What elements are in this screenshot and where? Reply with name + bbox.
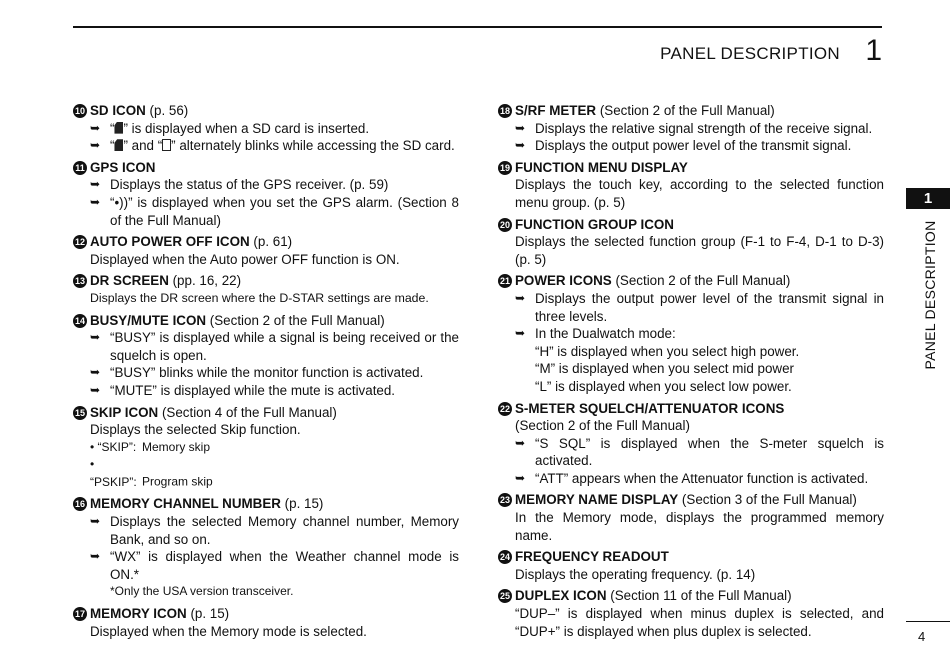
section-auto-power-off: 12 AUTO POWER OFF ICON (p. 61) Displayed when the Auto power OFF function is ON. bbox=[73, 233, 459, 268]
section-body: Displays the DR screen where the D-STAR settings are made. bbox=[90, 290, 429, 305]
bullet: ➥ “ ” is displayed when a SD card is inserted. bbox=[90, 120, 370, 136]
section-title: DR SCREEN bbox=[90, 273, 169, 289]
section-duplex-icon: 25 DUPLEX ICON (Section 11 of the Full Manual) “DUP–” is displayed when minus duplex is selected, and “DUP+” is displayed when plus duplex is selected. bbox=[499, 588, 884, 639]
right-column bbox=[498, 102, 884, 644]
chapter-tab: 1 bbox=[906, 188, 950, 209]
section-memory-name-display: 23 MEMORY NAME DISPLAY (Section 3 of the Full Manual) In the Memory mode, displays the programmed memory name. bbox=[499, 492, 884, 543]
left-column bbox=[73, 102, 459, 644]
dot-item: • “PSKIP”: Program skip bbox=[90, 457, 213, 489]
bullet: ➥ Displays the output power level of the transmit signal in three levels. bbox=[515, 290, 884, 324]
section-title: MEMORY CHANNEL NUMBER bbox=[90, 496, 281, 512]
section-memory-channel-number: 16 MEMORY CHANNEL NUMBER (p. 15) ➥ Displays the selected Memory channel number, Memory Bank, and so on. ➥ “WX” is displayed when the Weather channel mode is ON.* *Only the USA version transceiver. bbox=[73, 495, 459, 601]
arrow-icon: ➥ bbox=[515, 435, 526, 450]
section-body: Displays the selected function group (F-1 to F-4, D-1 to D-3) (p. 5) bbox=[515, 234, 884, 267]
sub-line: “L” is displayed when you select low power. bbox=[535, 378, 792, 394]
bullet: ➥ “•))” is displayed when you set the GPS alarm. (Section 8 of the Full Manual) bbox=[90, 194, 459, 228]
section-body: Displayed when the Memory mode is selected. bbox=[90, 623, 367, 639]
item-number: 23 bbox=[499, 495, 510, 506]
section-title: SD ICON bbox=[90, 103, 146, 118]
section-title: FREQUENCY READOUT bbox=[515, 549, 669, 565]
section-body: Displayed when the Auto power OFF function is ON. bbox=[90, 251, 400, 267]
section-body: “DUP–” is displayed when minus duplex is selected, and “DUP+” is displayed when plus duplex is selected. bbox=[515, 606, 884, 639]
footer-rule bbox=[906, 621, 950, 622]
item-number: 15 bbox=[74, 407, 85, 418]
chapter-side-label: PANEL DESCRIPTION bbox=[922, 220, 938, 370]
item-number: 24 bbox=[499, 552, 510, 563]
dot-item: • “SKIP”: Memory skip bbox=[90, 439, 211, 454]
section-title: S-METER SQUELCH/ATTENUATOR ICONS bbox=[515, 400, 785, 416]
section-memory-icon: 17 MEMORY ICON (p. 15) Displayed when the Memory mode is selected. bbox=[73, 605, 459, 640]
section-frequency-readout bbox=[498, 548, 884, 583]
item-number: 12 bbox=[74, 237, 85, 248]
section-title: BUSY/MUTE ICON bbox=[90, 312, 207, 328]
bullet: ➥ “ ” and “ ” alternately blinks while accessing the SD card. bbox=[90, 138, 455, 154]
section-body: Displays the touch key, according to the selected function menu group. (p. 5) bbox=[515, 177, 884, 210]
item-number: 17 bbox=[74, 609, 85, 620]
arrow-icon: ➥ bbox=[90, 330, 101, 345]
item-number: 13 bbox=[74, 276, 85, 287]
section-power-icons: 21 POWER ICONS (Section 2 of the Full Manual) ➥ Displays the output power level of the transmit signal in three levels. ➥ In the Dualwatch mode: “H” is displayed when you select high power. “M” is displayed when you select mid power “L” is displayed when you select low power. bbox=[499, 273, 884, 394]
bullet: ➥ “BUSY” is displayed while a signal is being received or the squelch is open. bbox=[90, 330, 459, 363]
section-title: FUNCTION GROUP ICON bbox=[515, 216, 674, 232]
item-number: 19 bbox=[499, 162, 510, 173]
section-s-meter-squelch-attenuator bbox=[498, 400, 884, 488]
item-number: 21 bbox=[499, 276, 510, 287]
section-title: POWER ICONS bbox=[515, 273, 612, 289]
section-body: Displays the selected Skip function. bbox=[90, 422, 301, 438]
bullet: ➥ “MUTE” is displayed while the mute is activated. bbox=[90, 382, 396, 398]
arrow-icon: ➥ bbox=[515, 120, 526, 135]
arrow-icon: ➥ bbox=[90, 514, 101, 529]
item-number: 10 bbox=[74, 106, 85, 116]
header-rule bbox=[73, 26, 882, 28]
bullet: ➥ “S SQL” is displayed when the S-meter squelch is activated. bbox=[515, 435, 884, 469]
section-gps-icon bbox=[73, 159, 459, 229]
sd-card-icon bbox=[114, 122, 123, 134]
section-skip-icon: 15 SKIP ICON (Section 4 of the Full Manual) Displays the selected Skip function. • “SKIP”: Memory skip • “PSKIP”: Program skip bbox=[73, 404, 459, 492]
section-title: SKIP ICON bbox=[90, 404, 159, 420]
page-number: 4 bbox=[918, 629, 926, 644]
arrow-icon: ➥ bbox=[90, 365, 101, 380]
arrow-icon: ➥ bbox=[515, 290, 526, 305]
sub-line: “M” is displayed when you select mid power bbox=[535, 361, 794, 377]
item-number: 18 bbox=[499, 106, 510, 116]
bullet: ➥ In the Dualwatch mode: bbox=[515, 326, 676, 342]
item-number: 25 bbox=[499, 591, 510, 602]
arrow-icon: ➥ bbox=[515, 326, 526, 341]
arrow-icon: ➥ bbox=[90, 194, 101, 209]
section-function-group-icon bbox=[498, 216, 884, 269]
section-title: GPS ICON bbox=[90, 159, 156, 175]
section-title: S/RF METER bbox=[515, 103, 597, 118]
arrow-icon: ➥ bbox=[515, 470, 526, 485]
footnote: *Only the USA version transceiver. bbox=[110, 584, 294, 599]
item-number: 22 bbox=[499, 403, 510, 414]
sd-card-access-icon bbox=[162, 139, 171, 151]
bullet: ➥ Displays the output power level of the transmit signal. bbox=[515, 138, 852, 154]
arrow-icon: ➥ bbox=[90, 138, 101, 153]
section-title: DUPLEX ICON bbox=[515, 588, 607, 604]
page-header-title: PANEL DESCRIPTION bbox=[660, 44, 840, 63]
arrow-icon: ➥ bbox=[90, 382, 101, 397]
section-dr-screen: 13 DR SCREEN (pp. 16, 22) Displays the DR screen where the D-STAR settings are made. bbox=[73, 272, 459, 307]
bullet: ➥ Displays the relative signal strength of the receive signal. bbox=[515, 120, 873, 136]
bullet: ➥ Displays the status of the GPS receiver. (p. 59) bbox=[90, 177, 389, 193]
section-s-rf-meter: 18 S/RF METER (Section 2 of the Full Manual) ➥ Displays the relative signal strength of the receive signal. ➥ Displays the output power level of the transmit signal. bbox=[498, 102, 884, 155]
item-number: 20 bbox=[499, 219, 510, 230]
arrow-icon: ➥ bbox=[515, 138, 526, 153]
bullet: ➥ “BUSY” blinks while the monitor function is activated. bbox=[90, 365, 424, 381]
item-number: 14 bbox=[74, 315, 85, 326]
chapter-number: 1 bbox=[865, 34, 882, 67]
section-title: MEMORY NAME DISPLAY bbox=[515, 492, 679, 508]
section-subtitle: (Section 2 of the Full Manual) bbox=[515, 418, 690, 434]
section-title: MEMORY ICON bbox=[90, 606, 187, 622]
section-body: In the Memory mode, displays the programmed memory name. bbox=[515, 510, 884, 543]
sub-line: “H” is displayed when you select high power. bbox=[535, 343, 800, 359]
arrow-icon: ➥ bbox=[90, 177, 101, 192]
section-sd-icon: 10 SD ICON (p. 56) ➥ “ ” is displayed when a SD card is inserted. ➥ “ ” and “ ” alternately blinks while accessing the SD card. bbox=[73, 102, 459, 155]
bullet: ➥ “WX” is displayed when the Weather channel mode is ON.* bbox=[90, 549, 459, 582]
bullet: ➥ “ATT” appears when the Attenuator function is activated. bbox=[515, 470, 869, 486]
section-busy-mute: 14 BUSY/MUTE ICON (Section 2 of the Full Manual) ➥ “BUSY” is displayed while a signal is being received or the squelch is open. ➥ “BUSY” blinks while the monitor function is activated. ➥ “MUTE” is displayed while the mute is activated. bbox=[74, 312, 459, 398]
section-title: FUNCTION MENU DISPLAY bbox=[515, 159, 688, 175]
arrow-icon: ➥ bbox=[90, 549, 101, 564]
section-title: AUTO POWER OFF ICON bbox=[90, 234, 250, 250]
section-function-menu-display bbox=[498, 159, 884, 212]
bullet: ➥ Displays the selected Memory channel number, Memory Bank, and so on. bbox=[90, 514, 459, 547]
arrow-icon: ➥ bbox=[90, 120, 101, 135]
section-body: Displays the operating frequency. (p. 14) bbox=[515, 566, 756, 582]
sd-card-icon bbox=[114, 139, 123, 151]
item-number: 11 bbox=[73, 161, 87, 175]
item-number: 16 bbox=[74, 499, 85, 510]
